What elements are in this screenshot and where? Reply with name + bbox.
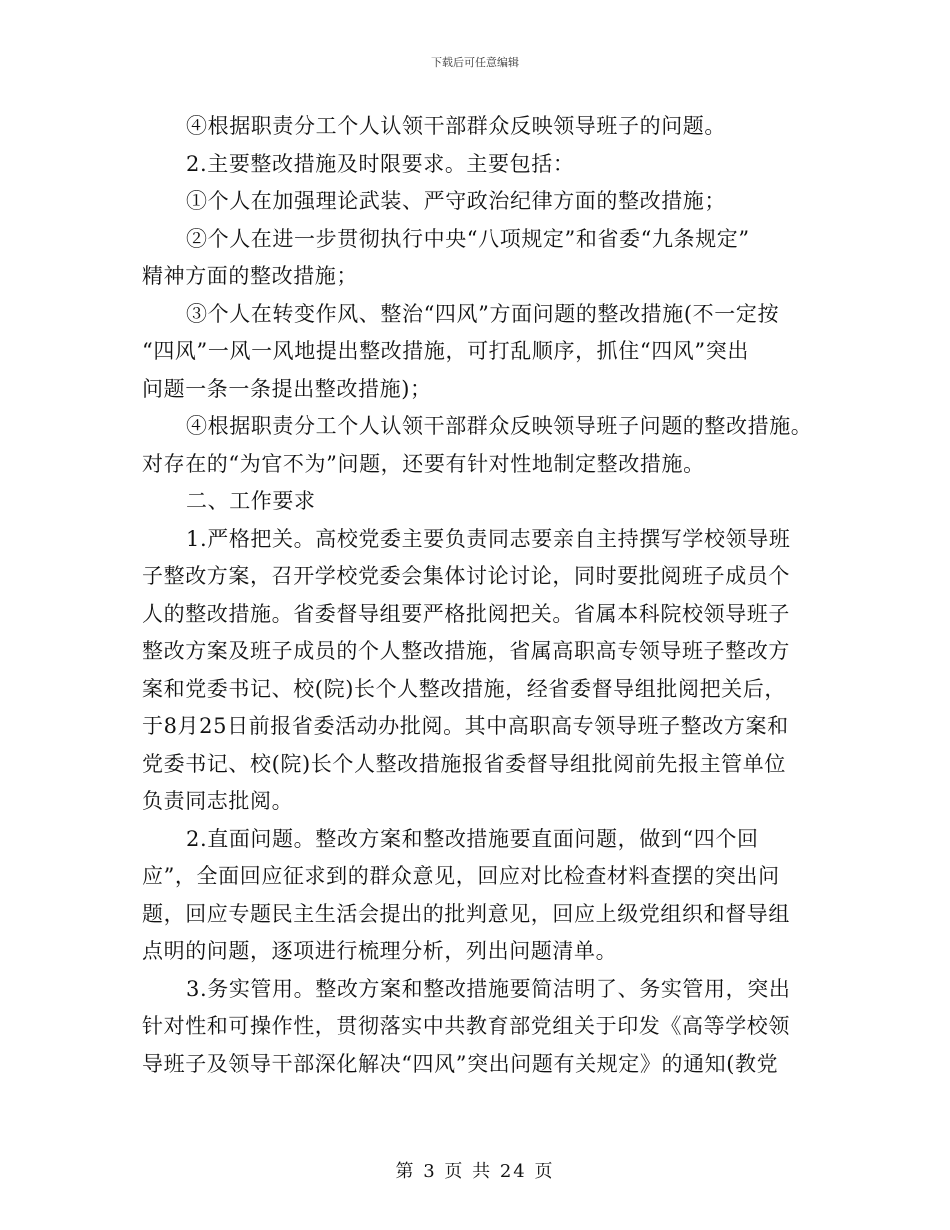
text-line: 子整改方案，召开学校党委会集体讨论讨论，同时要批阅班子成员个 — [142, 564, 790, 588]
document-body — [142, 108, 814, 1083]
text-line: 点明的问题，逐项进行梳理分析，列出问题清单。 — [142, 939, 618, 963]
text-line: 1.严格把关。高校党委主要负责同志要亲自主持撰写学校领导班 — [186, 526, 791, 551]
text-line: ③个人在转变作风、整治“四风”方面问题的整改措施(不一定按 — [186, 301, 780, 326]
text-line: 题，回应专题民主生活会提出的批判意见，回应上级党组织和督导组 — [142, 901, 790, 926]
text-line: 3.务实管用。整改方案和整改措施要简洁明了、务实管用，突出 — [186, 976, 791, 1001]
text-line: ④根据职责分工个人认领干部群众反映领导班子的问题。 — [186, 114, 726, 138]
text-line: 人的整改措施。省委督导组要严格批阅把关。省属本科院校领导班子 — [142, 601, 790, 626]
text-line: 2.直面问题。整改方案和整改措施要直面问题，做到“四个回 — [186, 826, 759, 851]
text-line: 负责同志批阅。 — [142, 789, 294, 813]
text-line: 问题一条一条提出整改措施)； — [142, 376, 432, 401]
text-line: 案和党委书记、校(院)长个人整改措施，经省委督导组批阅把关后， — [142, 676, 786, 701]
text-line: 精神方面的整改措施； — [142, 264, 358, 288]
text-line: 针对性和可操作性，贯彻落实中共教育部党组关于印发《高等学校领 — [142, 1014, 790, 1038]
text-line: 导班子及领导干部深化解决“四风”突出问题有关规定》的通知(教党 — [142, 1051, 779, 1076]
page-footer: 第 3 页 共 24 页 — [395, 1161, 555, 1182]
text-line: 于8月25日前报省委活动办批阅。其中高职高专领导班子整改方案和 — [142, 714, 789, 738]
text-line: ①个人在加强理论武装、严守政治纪律方面的整改措施； — [186, 189, 726, 213]
text-line: 二、工作要求 — [186, 489, 316, 513]
text-line: ②个人在进一步贯彻执行中央“八项规定”和省委“九条规定” — [186, 226, 750, 251]
text-line: 整改方案及班子成员的个人整改措施，省属高职高专领导班子整改方 — [142, 639, 790, 663]
text-line: “四风”一风一风地提出整改措施，可打乱顺序，抓住“四风”突出 — [142, 339, 749, 363]
text-line: 对存在的“为官不为”问题，还要有针对性地制定整改措施。 — [142, 451, 705, 476]
text-line: ④根据职责分工个人认领干部群众反映领导班子问题的整改措施。 — [186, 414, 813, 438]
text-line: 党委书记、校(院)长个人整改措施报省委督导组批阅前先报主管单位 — [142, 751, 786, 776]
text-line: 应”，全面回应征求到的群众意见，回应对比检查材料查摆的突出问 — [142, 864, 780, 888]
page-header: 下载后可任意编辑 — [431, 56, 519, 69]
text-line: 2.主要整改措施及时限要求。主要包括： — [186, 151, 575, 176]
